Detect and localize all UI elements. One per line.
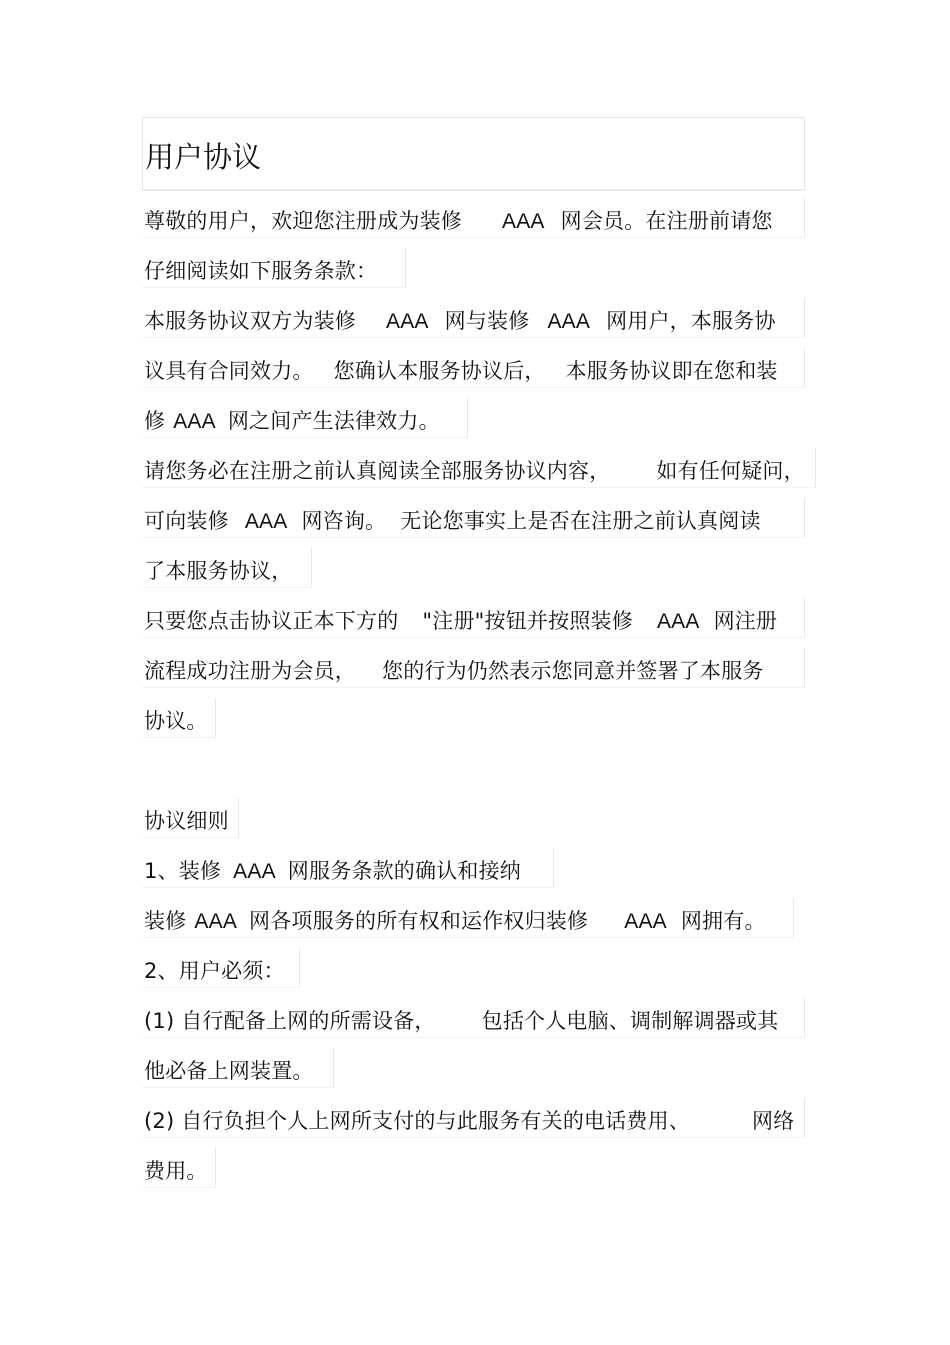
text-segment: 了本服务协议，	[144, 559, 293, 583]
text-segment: 网服务条款的确认和接纳	[287, 859, 521, 883]
text-segment: 无论您事实上是否在注册之前认真阅读	[400, 509, 761, 533]
text-segment: AAA	[194, 910, 238, 933]
text-segment: 流程成功注册为会员，	[144, 659, 356, 683]
paragraph-line	[144, 252, 377, 290]
paragraph-line	[144, 452, 805, 490]
text-segment: 包括个人电脑、调制解调器或其	[481, 1009, 779, 1033]
text-segment: 本服务协议即在您和装	[565, 359, 778, 383]
paragraph-line	[144, 902, 766, 940]
text-segment: 网拥有。	[680, 909, 766, 933]
text-segment: 1、装修	[144, 859, 222, 883]
paragraph-line	[144, 1102, 794, 1140]
text-segment: 网与装修	[444, 309, 530, 333]
paragraph-line	[144, 952, 285, 990]
text-segment: 如有任何疑问，	[656, 459, 805, 483]
text-segment: 他必备上网装置。	[144, 1059, 314, 1083]
paragraph-line	[144, 1052, 314, 1090]
text-segment: AAA	[173, 410, 216, 433]
paragraph-line	[144, 652, 764, 690]
text-segment: (2) 自行负担个人上网所支付的与此服务有关的电话费用、	[144, 1109, 691, 1133]
title-cell	[142, 117, 805, 190]
paragraph-line	[144, 302, 776, 340]
paragraph-line	[144, 1152, 208, 1190]
text-segment: 费用。	[144, 1159, 208, 1183]
text-segment: 网注册	[713, 609, 778, 633]
text-segment: "注册"按钮并按照装修	[422, 609, 633, 633]
paragraph-line	[144, 552, 292, 590]
text-segment: 协议。	[144, 709, 208, 733]
text-segment: 议具有合同效力。	[144, 359, 314, 383]
text-segment: AAA	[547, 310, 591, 333]
section-heading	[144, 802, 229, 840]
document-title: 用户协议	[145, 140, 262, 174]
text-segment: AAA	[502, 210, 545, 233]
text-segment: 仔细阅读如下服务条款：	[144, 259, 378, 283]
text-segment: AAA	[386, 310, 429, 333]
text-segment: 网之间产生法律效力。	[227, 409, 440, 433]
text-segment: 网咨询。	[301, 509, 387, 533]
text-segment: AAA	[244, 510, 288, 533]
paragraph-line	[144, 852, 521, 890]
paragraph-line	[144, 202, 773, 240]
text-segment: 网用户，本服务协	[606, 309, 776, 333]
text-segment: 本服务协议双方为装修	[144, 309, 356, 333]
text-segment: 网会员。在注册前请您	[560, 209, 773, 233]
text-segment: AAA	[624, 910, 667, 933]
text-segment: 装修	[144, 909, 187, 933]
text-segment: 请您务必在注册之前认真阅读全部服务协议内容，	[144, 459, 611, 483]
text-segment: 2、用户必须：	[144, 959, 285, 983]
text-segment: AAA	[656, 610, 700, 633]
text-segment: 尊敬的用户，欢迎您注册成为装修	[144, 209, 462, 233]
paragraph-line	[144, 352, 778, 390]
paragraph-line	[144, 602, 777, 640]
text-segment: AAA	[233, 860, 276, 883]
text-segment: 网各项服务的所有权和运作权归装修	[249, 909, 589, 933]
text-segment: 可向装修	[144, 509, 229, 533]
paragraph-line	[144, 1002, 778, 1040]
paragraph-line	[144, 402, 440, 440]
text-segment: 您的行为仍然表示您同意并签署了本服务	[382, 659, 764, 683]
text-segment: 修	[144, 409, 166, 433]
text-segment: (1) 自行配备上网的所需设备，	[144, 1009, 436, 1033]
paragraph-line	[144, 702, 208, 740]
text-segment: 您确认本服务协议后，	[333, 359, 546, 383]
paragraph-line	[144, 502, 761, 540]
text-segment: 协议细则	[144, 809, 229, 833]
text-segment: 只要您点击协议正本下方的	[144, 609, 399, 633]
text-segment: 网络	[752, 1109, 795, 1133]
